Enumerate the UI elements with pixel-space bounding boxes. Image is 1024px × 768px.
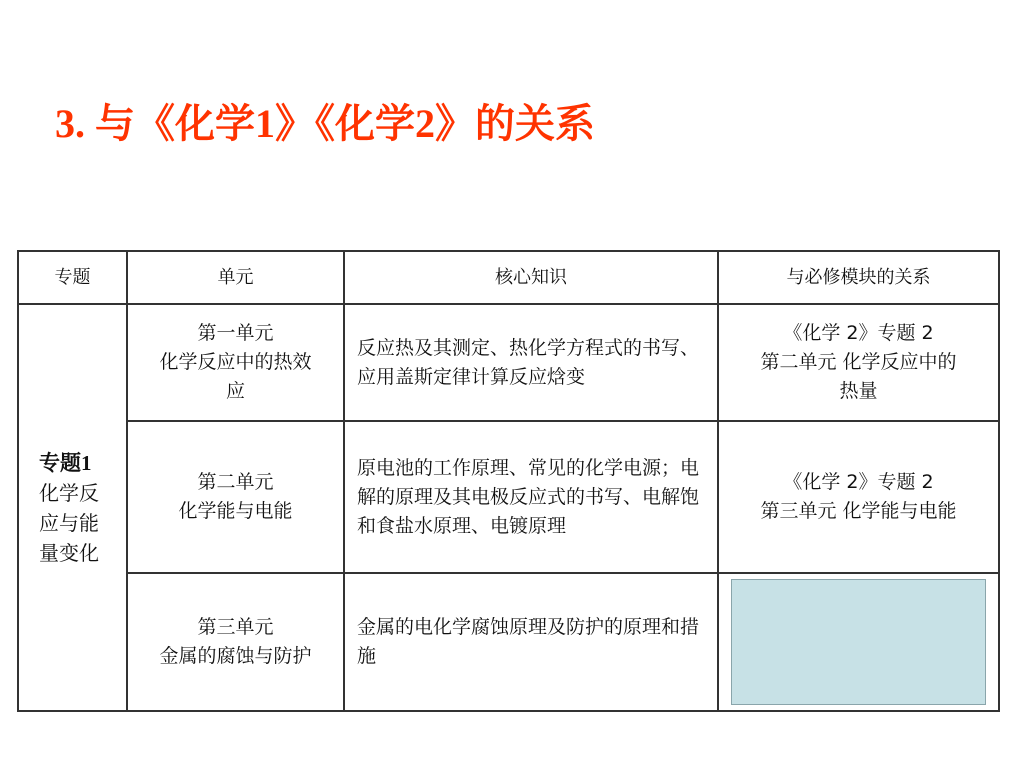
unit-name: 第二单元	[197, 471, 274, 493]
relation-line: 《化学 2》专题 2	[783, 322, 934, 344]
knowledge-cell: 反应热及其测定、热化学方程式的书写、应用盖斯定律计算反应焓变	[345, 305, 719, 422]
topic-line: 量变化	[39, 540, 99, 565]
relation-line: 第二单元 化学反应中的	[760, 351, 957, 373]
unit-title: 化学反应中的热效	[159, 351, 312, 373]
unit-title: 金属的腐蚀与防护	[159, 645, 312, 667]
unit-title: 应	[225, 380, 245, 402]
answer-placeholder-box	[731, 579, 986, 705]
unit-cell	[128, 305, 345, 422]
relation-line: 热量	[839, 380, 878, 402]
unit-title: 化学能与电能	[178, 500, 293, 522]
unit-cell	[128, 574, 345, 712]
header-core-knowledge: 核心知识	[345, 250, 719, 305]
knowledge-cell: 原电池的工作原理、常见的化学电源；电解的原理及其电极反应式的书写、电解饱和食盐水原理、电镀原理	[345, 422, 719, 574]
relation-cell	[719, 422, 1000, 574]
header-topic: 专题	[17, 250, 128, 305]
relation-line: 《化学 2》专题 2	[783, 471, 934, 493]
unit-name: 第三单元	[197, 616, 274, 638]
topic-heading: 专题1	[39, 450, 92, 475]
relation-table	[17, 250, 1000, 712]
topic-cell	[17, 305, 128, 712]
relation-cell	[719, 305, 1000, 422]
unit-cell	[128, 422, 345, 574]
slide-title: 3. 与《化学1》《化学2》的关系	[55, 101, 595, 146]
header-relation: 与必修模块的关系	[719, 250, 1000, 305]
unit-name: 第一单元	[197, 322, 274, 344]
header-unit: 单元	[128, 250, 345, 305]
relation-line: 第三单元 化学能与电能	[760, 500, 957, 522]
topic-line: 应与能	[39, 510, 99, 535]
topic-line: 化学反	[39, 480, 99, 505]
relation-cell	[719, 574, 1000, 712]
knowledge-cell: 金属的电化学腐蚀原理及防护的原理和措施	[345, 574, 719, 712]
